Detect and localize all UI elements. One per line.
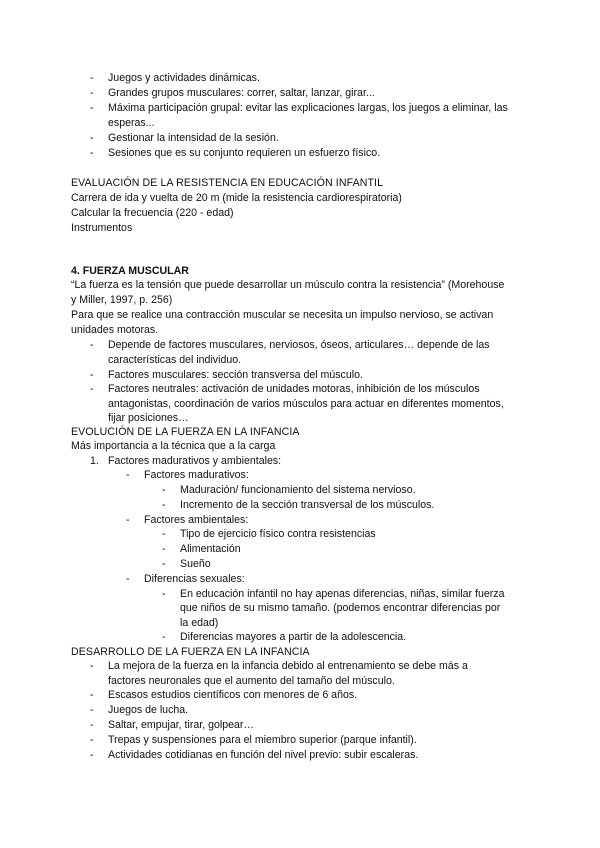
subsub-bullet-text: Maduración/ funcionamiento del sistema nervioso. [180,484,416,496]
sub-bullet-text: Factores madurativos: [144,469,249,481]
desarrollo-bullet-text: Trepas y suspensiones para el miembro superior (parque infantil). [108,734,417,746]
intro-bullet-text: Juegos y actividades dinámicas. [108,72,260,84]
paragraph-line: Carrera de ida y vuelta de 20 m (mide la resistencia cardiorespiratoria) [71,192,402,204]
bullet-dash: - [90,102,94,114]
bullet-dash: - [162,558,166,570]
paragraph-line: unidades motoras. [71,324,159,336]
fuerza-bullet-text: Factores musculares: sección transversa del músculo. [108,369,363,381]
intro-bullet-text: Grandes grupos musculares: correr, saltar, lanzar, girar... [108,87,375,99]
desarrollo-bullet-text: Actividades cotidianas en función del nivel previo: subir escaleras. [108,749,419,761]
intro-bullet-text: Gestionar la intensidad de la sesión. [108,132,279,144]
bullet-dash: - [90,689,94,701]
bullet-dash: - [90,734,94,746]
subsub-bullet-text: Incremento de la sección transversal de los músculos. [180,499,435,511]
fuerza-bullet-text: antagonistas, coordinación de varios músculos para actuar en diferentes momentos, [108,398,504,410]
bullet-dash: - [162,484,166,496]
sub-bullet-text: Factores ambientales: [144,514,249,526]
bullet-dash: - [90,72,94,84]
bullet-dash: - [90,132,94,144]
bullet-dash: - [162,588,166,600]
section-heading-evolucion: EVOLUCIÓN DE LA FUERZA EN LA INFANCIA [71,426,300,438]
section-heading-evaluacion: EVALUACIÓN DE LA RESISTENCIA EN EDUCACIÓN INFANTIL [71,177,384,189]
sub-bullet-text: Diferencias sexuales: [144,573,245,585]
subsub-bullet-text: la edad) [180,617,219,629]
desarrollo-bullet-text: factores neuronales que el aumento del tamaño del músculo. [108,675,395,687]
subsub-bullet-text: Alimentación [180,543,241,555]
numbered-marker: 1. [90,455,99,467]
bullet-dash: - [162,543,166,555]
section-heading-desarrollo: DESARROLLO DE LA FUERZA EN LA INFANCIA [71,646,310,658]
bullet-dash: - [162,631,166,643]
bullet-dash: - [126,514,130,526]
subsub-bullet-text: Tipo de ejercicio físico contra resistencias [180,528,376,540]
numbered-item-text: Factores madurativos y ambientales: [108,455,282,467]
subsub-bullet-text: Sueño [180,558,211,570]
intro-bullet-text: Máxima participación grupal: evitar las explicaciones largas, los juegos a eliminar, las [108,102,508,114]
desarrollo-bullet-text: Saltar, empujar, tirar, golpear… [108,719,255,731]
bullet-dash: - [126,469,130,481]
subsub-bullet-text: que niños de su mismo tamaño. (podemos encontrar diferencias por [180,602,501,614]
bullet-dash: - [126,573,130,585]
bullet-dash: - [90,749,94,761]
subsub-bullet-text: En educación infantil no hay apenas diferencias, niñas, similar fuerza [180,588,505,600]
paragraph-line: Instrumentos [71,222,133,234]
desarrollo-bullet-text: Juegos de lucha. [108,704,189,716]
bullet-dash: - [90,704,94,716]
bullet-dash: - [90,369,94,381]
intro-bullet-text: Sesiones que es su conjunto requieren un esfuerzo físico. [108,147,381,159]
paragraph-line: Para que se realice una contracción muscular se necesita un impulso nervioso, se activan [71,309,494,321]
desarrollo-bullet-text: La mejora de la fuerza en la infancia debido al entrenamiento se debe más a [108,660,468,672]
quote-line: y Miller, 1997, p. 256) [71,294,173,306]
intro-bullet-text: esperas... [108,117,155,129]
bullet-dash: - [90,660,94,672]
subsub-bullet-text: Diferencias mayores a partir de la adolescencia. [180,631,407,643]
bullet-dash: - [162,528,166,540]
paragraph-line: Calcular la frecuencia (220 - edad) [71,207,234,219]
bullet-dash: - [162,499,166,511]
section-heading-fuerza-muscular: 4. FUERZA MUSCULAR [71,265,189,277]
bullet-dash: - [90,383,94,395]
bullet-dash: - [90,719,94,731]
desarrollo-bullet-text: Escasos estudios científicos con menores de 6 años. [108,689,358,701]
fuerza-bullet-text: Depende de factores musculares, nerviosos, óseos, articulares… depende de las [108,339,490,351]
paragraph-line: Más importancia a la técnica que a la carga [71,440,276,452]
bullet-dash: - [90,147,94,159]
fuerza-bullet-text: características del individuo. [108,354,242,366]
bullet-dash: - [90,339,94,351]
fuerza-bullet-text: Factores neutrales: activación de unidades motoras, inhibición de los músculos [108,383,480,395]
bullet-dash: - [90,87,94,99]
quote-line: “La fuerza es la tensión que puede desarrollar un músculo contra la resistencia” (Morehouse [71,279,505,291]
fuerza-bullet-text: fijar posiciones… [108,412,189,424]
